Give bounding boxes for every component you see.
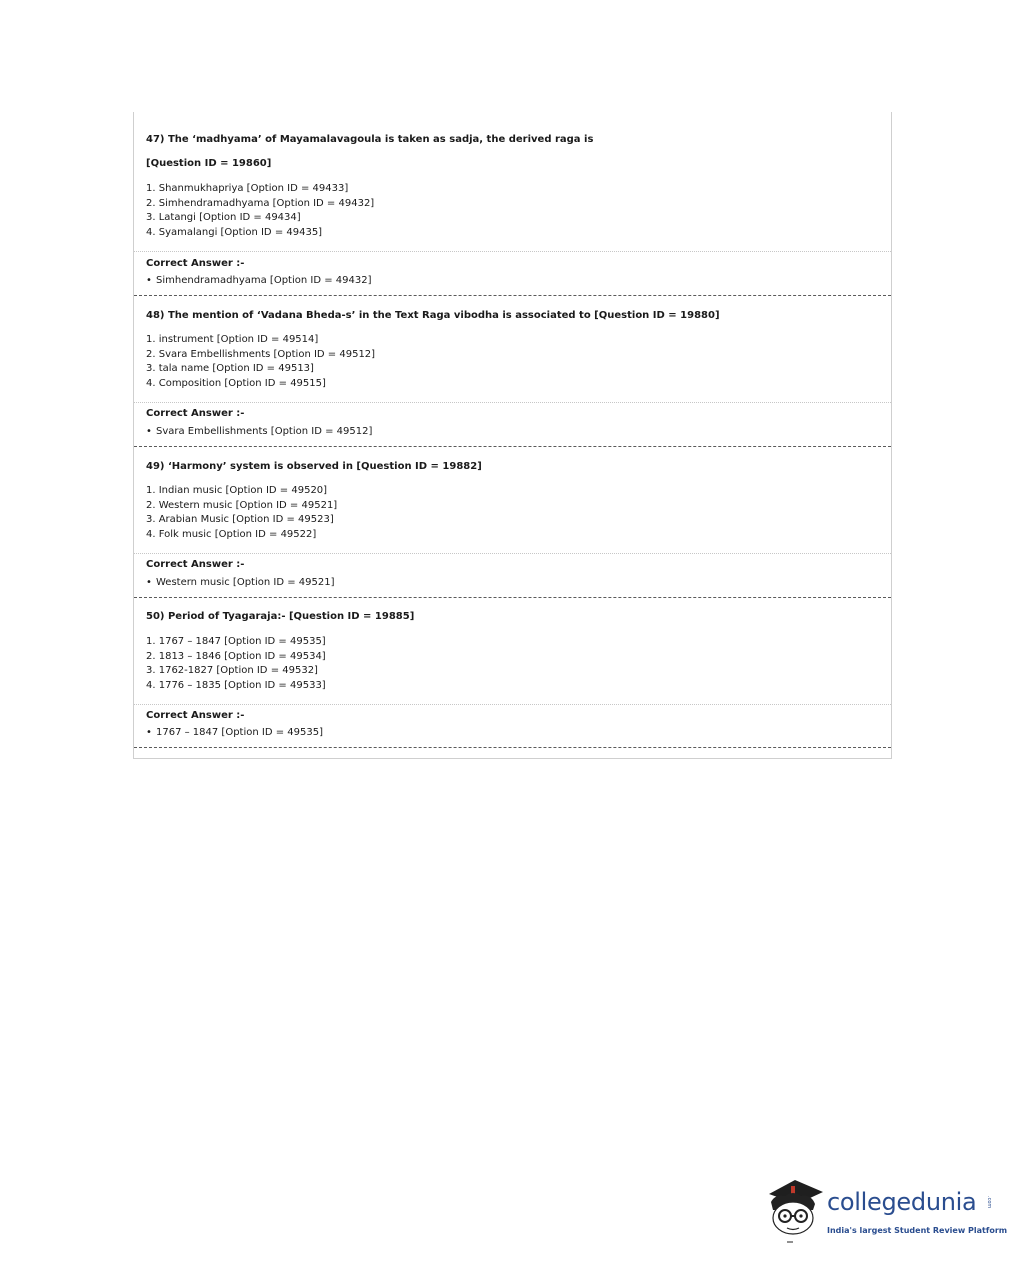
correct-answer-value: [146, 577, 335, 588]
option: 3. tala name [Option ID = 49513]: [146, 363, 314, 375]
question-49-options: [146, 484, 337, 542]
option: 3. Latangi [Option ID = 49434]: [146, 212, 301, 224]
divider: [134, 553, 891, 554]
divider: [134, 251, 891, 252]
divider: [134, 597, 891, 598]
correct-answer-value: [146, 426, 372, 437]
option: 4. Syamalangi [Option ID = 49435]: [146, 226, 323, 238]
collegedunia-logo: [765, 1176, 1008, 1246]
bullet: •: [146, 426, 152, 437]
question-49-title: 49) ‘Harmony’ system is observed in [Question ID = 19882]: [146, 461, 482, 472]
logo-tagline: India's largest Student Review Platform: [827, 1226, 1008, 1235]
correct-answer-label: Correct Answer :-: [146, 559, 245, 570]
option: 4. Folk music [Option ID = 49522]: [146, 528, 317, 540]
question-sheet: [133, 112, 892, 759]
option: 4. 1776 – 1835 [Option ID = 49533]: [146, 679, 326, 691]
question-47-id: [Question ID = 19860]: [146, 158, 272, 169]
option: 2. Simhendramadhyama [Option ID = 49432]: [146, 197, 375, 209]
divider: [134, 747, 891, 748]
bullet: •: [146, 577, 152, 588]
question-50-title: 50) Period of Tyagaraja:- [Question ID = 19885]: [146, 611, 415, 622]
option: 1. Indian music [Option ID = 49520]: [146, 485, 328, 496]
option: 2. Western music [Option ID = 49521]: [146, 499, 338, 511]
divider: [134, 446, 891, 447]
bullet: •: [146, 727, 152, 738]
correct-answer-text: 1767 – 1847 [Option ID = 49535]: [156, 727, 323, 738]
question-48-title: 48) The mention of ‘Vadana Bheda-s’ in the Text Raga vibodha is associated to [Question ID = 19880]: [146, 310, 720, 321]
option: 1. 1767 – 1847 [Option ID = 49535]: [146, 636, 326, 647]
correct-answer-text: Simhendramadhyama [Option ID = 49432]: [156, 275, 372, 286]
option: 1. instrument [Option ID = 49514]: [146, 334, 319, 345]
question-47-options: [146, 182, 374, 240]
logo-suffix: .com: [986, 1196, 992, 1209]
correct-answer-text: Western music [Option ID = 49521]: [156, 577, 335, 588]
question-50-options: [146, 635, 326, 693]
question-48-options: [146, 333, 375, 391]
question-47-title: 47) The ‘madhyama’ of Mayamalavagoula is taken as sadja, the derived raga is: [146, 134, 594, 145]
option: 2. 1813 – 1846 [Option ID = 49534]: [146, 650, 326, 662]
mascot-icon: [765, 1176, 825, 1246]
correct-answer-label: Correct Answer :-: [146, 258, 245, 269]
divider: [134, 295, 891, 296]
correct-answer-label: Correct Answer :-: [146, 408, 245, 419]
option: 2. Svara Embellishments [Option ID = 49512]: [146, 348, 376, 360]
bullet: •: [146, 275, 152, 286]
option: 3. Arabian Music [Option ID = 49523]: [146, 514, 334, 526]
logo-brand: collegedunia: [827, 1188, 977, 1216]
correct-answer-value: [146, 727, 323, 738]
divider: [134, 402, 891, 403]
option: 3. 1762-1827 [Option ID = 49532]: [146, 665, 318, 677]
option: 1. Shanmukhapriya [Option ID = 49433]: [146, 183, 349, 194]
correct-answer-text: Svara Embellishments [Option ID = 49512]: [156, 426, 373, 437]
option: 4. Composition [Option ID = 49515]: [146, 377, 326, 389]
correct-answer-label: Correct Answer :-: [146, 710, 245, 721]
correct-answer-value: [146, 275, 371, 286]
divider: [134, 704, 891, 705]
